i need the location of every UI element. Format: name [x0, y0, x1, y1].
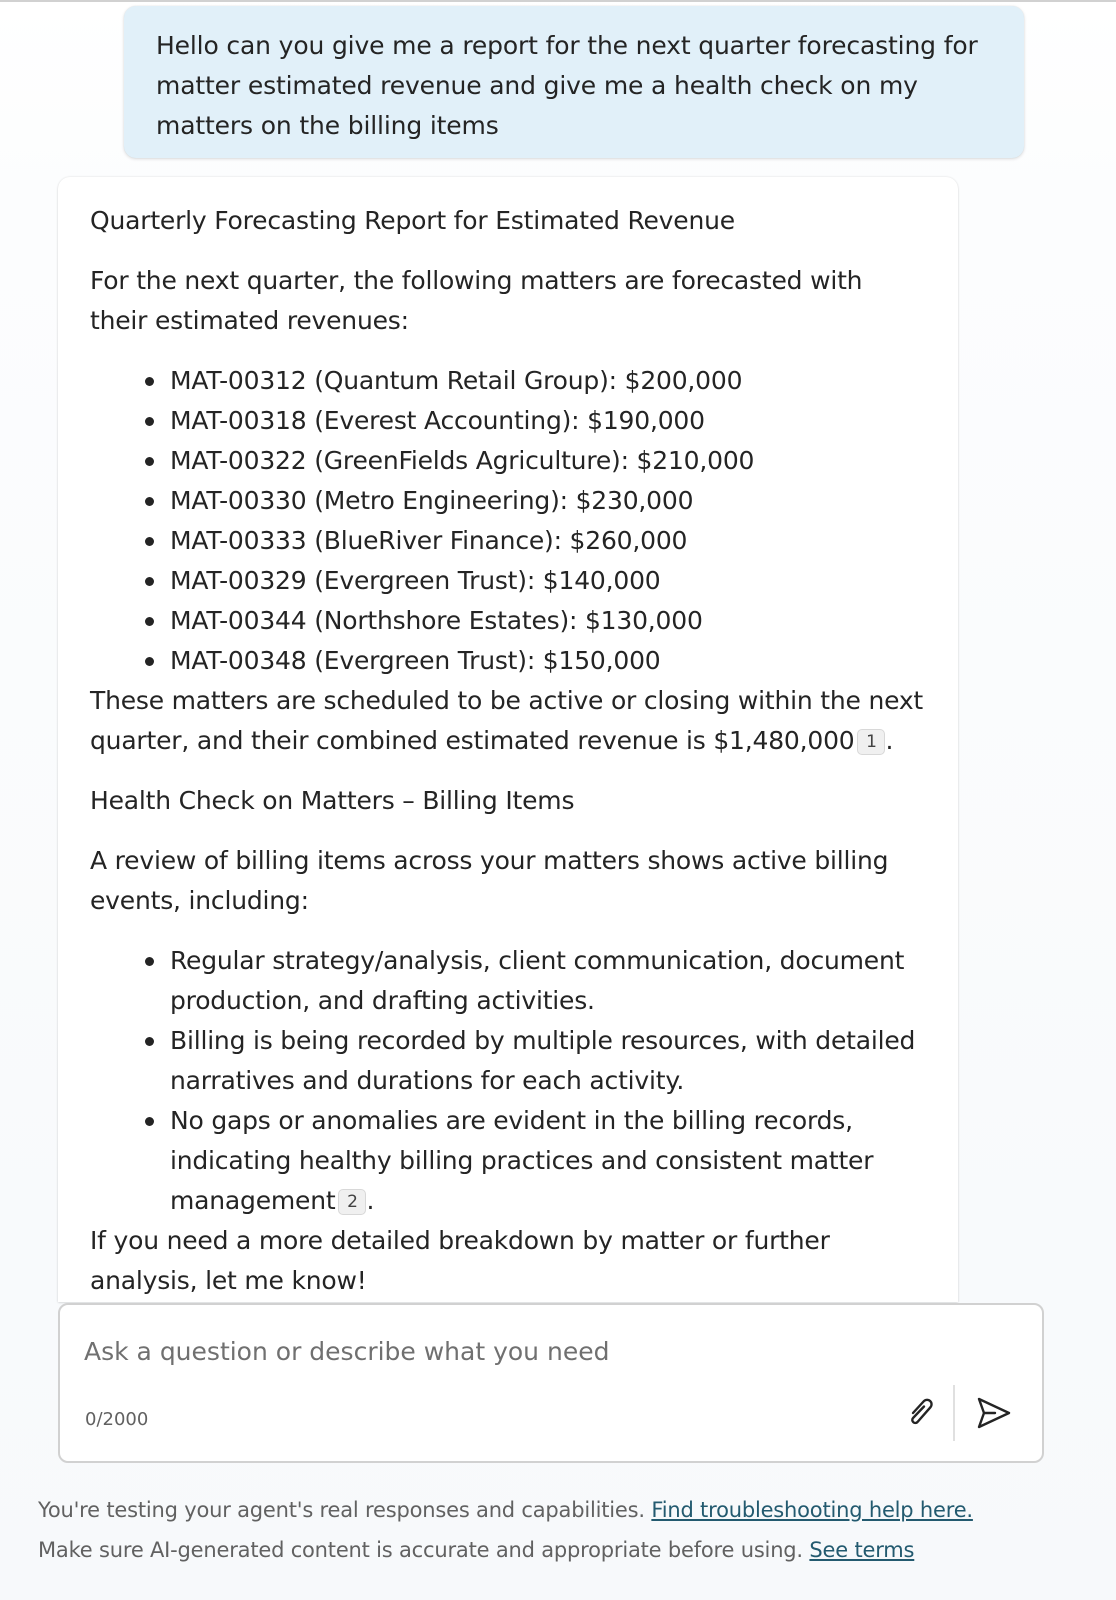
- user-message-bubble: [124, 6, 1024, 158]
- health-heading: Health Check on Matters – Billing Items: [90, 786, 575, 815]
- list-item: Billing is being recorded by multiple resources, with detailed narratives and durations for each activity.: [170, 1021, 926, 1101]
- list-item: No gaps or anomalies are evident in the billing records, indicating healthy billing practices and consistent matter management 2 .: [170, 1101, 926, 1221]
- forecast-summary-text: These matters are scheduled to be active or closing within the next quarter, and their combined estimated revenue is $1,480,000: [90, 686, 924, 755]
- health-list: [90, 941, 926, 1221]
- citation-1-button[interactable]: 1: [857, 729, 885, 755]
- user-message-text: Hello can you give me a report for the next quarter forecasting for matter estimated revenue and give me a health check on my matters on the billing items: [156, 31, 978, 140]
- health-item-text: No gaps or anomalies are evident in the billing records, indicating healthy billing practices and consistent matter management: [170, 1106, 874, 1215]
- composer-divider: [953, 1385, 955, 1441]
- closing-text: If you need a more detailed breakdown by matter or further analysis, let me know!: [90, 1226, 830, 1295]
- send-button[interactable]: [970, 1393, 1018, 1437]
- list-item: MAT-00322 (GreenFields Agriculture): $210,000: [170, 441, 926, 481]
- forecast-intro: For the next quarter, the following matters are forecasted with their estimated revenues:: [90, 266, 863, 335]
- footer-line-2: [38, 1530, 1098, 1570]
- health-intro: A review of billing items across your matters shows active billing events, including:: [90, 846, 889, 915]
- footer-line-1: [38, 1490, 1098, 1530]
- bot-message-card: [58, 177, 958, 1302]
- see-terms-link[interactable]: See terms: [809, 1538, 915, 1562]
- paperclip-icon: [905, 1396, 935, 1434]
- troubleshooting-link[interactable]: Find troubleshooting help here.: [651, 1498, 973, 1522]
- matters-list: [90, 361, 926, 681]
- ai-disclaimer: Make sure AI-generated content is accurate and appropriate before using.: [38, 1538, 803, 1562]
- list-item: MAT-00333 (BlueRiver Finance): $260,000: [170, 521, 926, 561]
- message-input[interactable]: [84, 1329, 984, 1373]
- list-item: MAT-00312 (Quantum Retail Group): $200,000: [170, 361, 926, 401]
- list-item: Regular strategy/analysis, client communication, document production, and drafting activities.: [170, 941, 926, 1021]
- send-icon: [977, 1397, 1011, 1433]
- list-item: MAT-00318 (Everest Accounting): $190,000: [170, 401, 926, 441]
- forecast-heading: Quarterly Forecasting Report for Estimated Revenue: [90, 206, 735, 235]
- disclaimer-footer: [38, 1490, 1098, 1570]
- character-counter: 0/2000: [85, 1409, 149, 1430]
- top-border: [0, 0, 1116, 2]
- list-item: MAT-00330 (Metro Engineering): $230,000: [170, 481, 926, 521]
- message-composer: [58, 1303, 1044, 1463]
- list-item: MAT-00329 (Evergreen Trust): $140,000: [170, 561, 926, 601]
- citation-2-button[interactable]: 2: [338, 1189, 366, 1215]
- list-item: MAT-00348 (Evergreen Trust): $150,000: [170, 641, 926, 681]
- forecast-summary: These matters are scheduled to be active or closing within the next quarter, and their combined estimated revenue is $1,480,000 1 .: [90, 686, 924, 755]
- testing-notice: You're testing your agent's real responses and capabilities.: [38, 1498, 645, 1522]
- attach-button[interactable]: [898, 1393, 942, 1437]
- list-item: MAT-00344 (Northshore Estates): $130,000: [170, 601, 926, 641]
